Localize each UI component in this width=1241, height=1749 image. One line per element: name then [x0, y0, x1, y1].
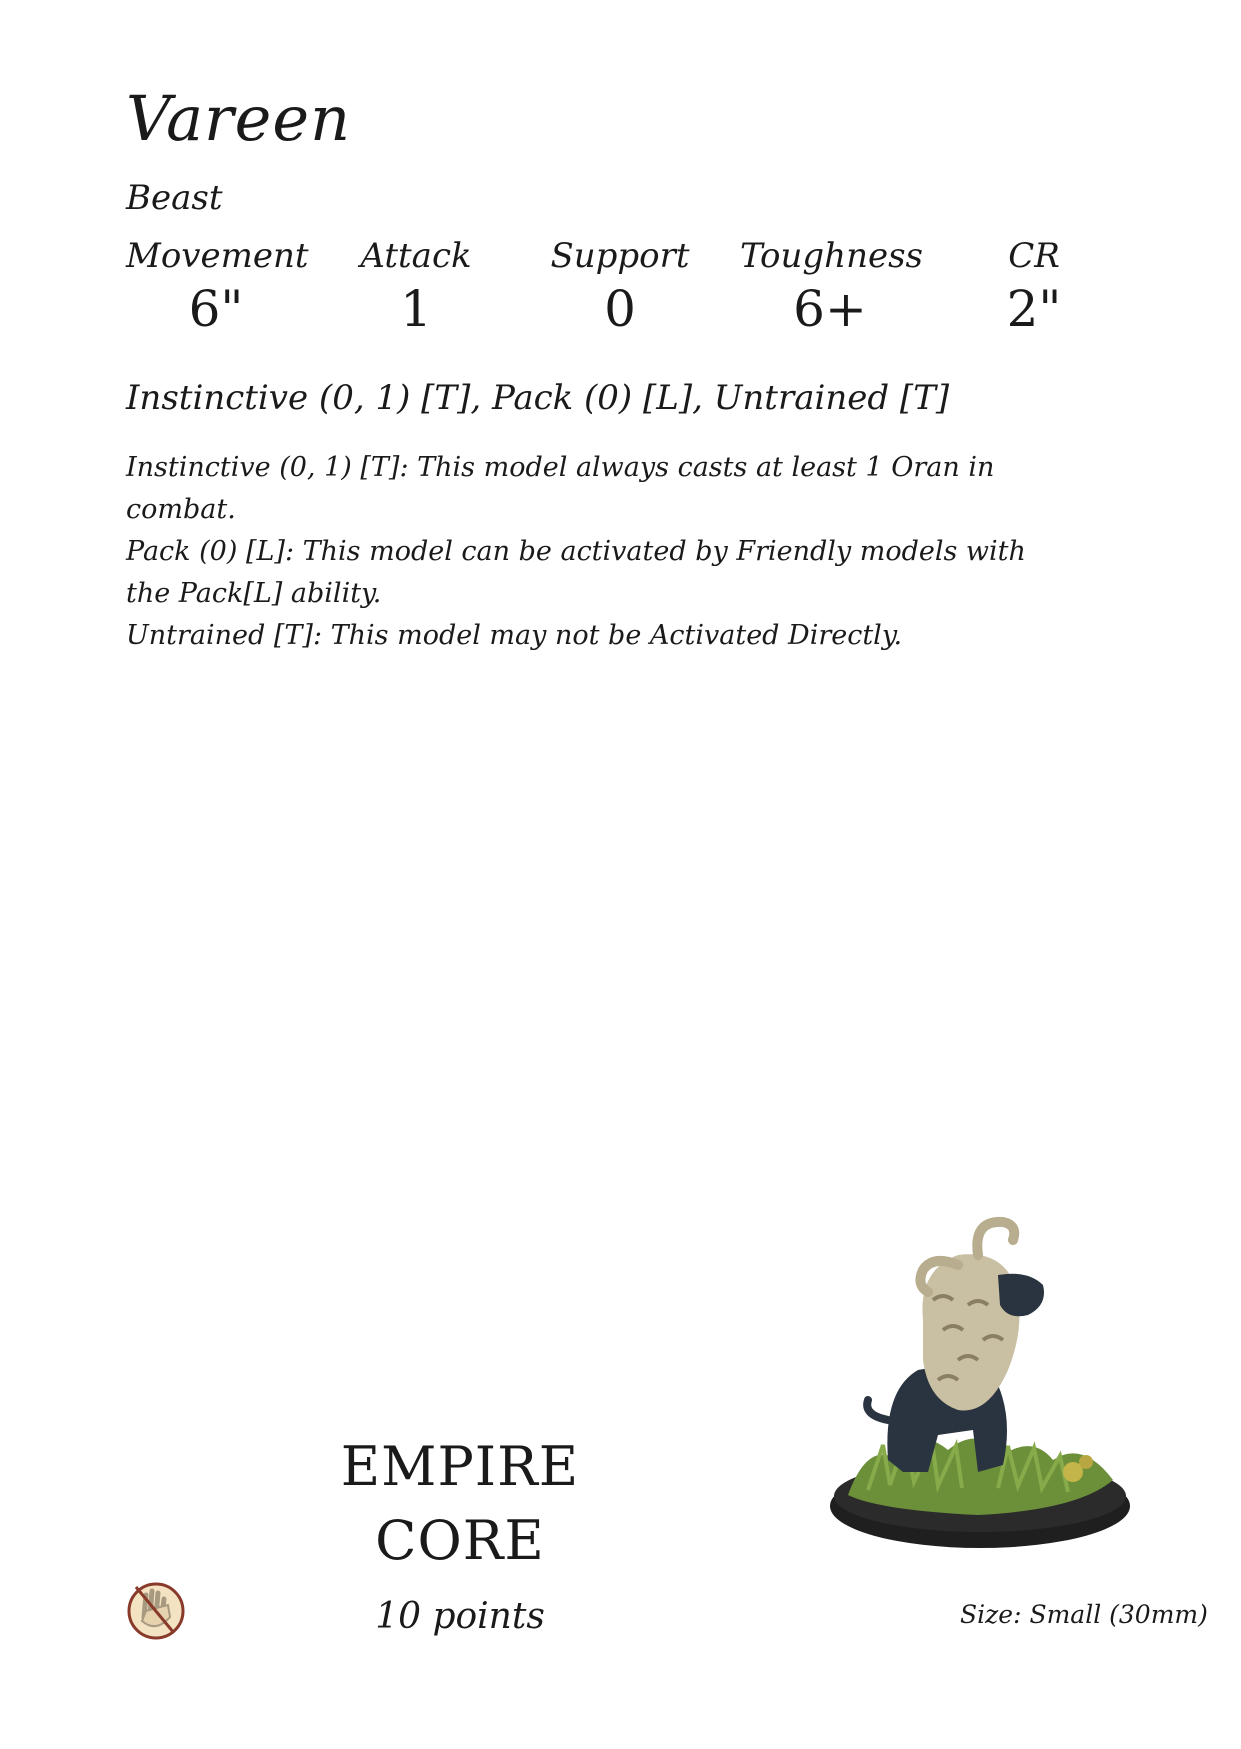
stat-label: CR — [1008, 236, 1060, 276]
hand-seal-icon — [124, 1577, 188, 1641]
stat-movement — [126, 236, 309, 338]
ability-summary: Instinctive (0, 1) [T], Pack (0) [L], Untrained [T] — [126, 378, 950, 418]
stat-label: Toughness — [740, 236, 923, 276]
stat-cr — [944, 236, 1124, 338]
stat-label: Support — [550, 236, 690, 276]
stat-support — [530, 236, 710, 338]
stat-value: 0 — [604, 280, 636, 338]
base-size: Size: Small (30mm) — [960, 1600, 1208, 1629]
faction-block — [300, 1430, 620, 1578]
points-cost: 10 points — [375, 1596, 545, 1637]
stat-label: Movement — [126, 236, 309, 276]
ability-instinctive: Instinctive (0, 1) [T]: This model always casts at least 1 Oran in combat. — [126, 452, 995, 525]
stat-value: 6" — [188, 280, 244, 338]
model-name: Vareen — [126, 82, 351, 155]
ability-pack: Pack (0) [L]: This model can be activated by Friendly models with the Pack[L] ability. — [126, 536, 1026, 609]
stat-attack — [326, 236, 506, 338]
model-type: Beast — [126, 178, 223, 218]
faction-name: EMPIRE — [340, 1435, 580, 1498]
stat-toughness — [740, 236, 923, 338]
stat-value: 6+ — [793, 280, 867, 338]
miniature-head — [998, 1274, 1044, 1317]
stat-block — [126, 236, 1116, 346]
miniature-image — [828, 1210, 1138, 1550]
faction-category: CORE — [375, 1509, 545, 1572]
ability-descriptions — [126, 447, 1026, 657]
stat-label: Attack — [360, 236, 472, 276]
stat-value: 1 — [400, 280, 432, 338]
stat-value: 2" — [1006, 280, 1062, 338]
ability-untrained: Untrained [T]: This model may not be Activated Directly. — [126, 620, 903, 651]
